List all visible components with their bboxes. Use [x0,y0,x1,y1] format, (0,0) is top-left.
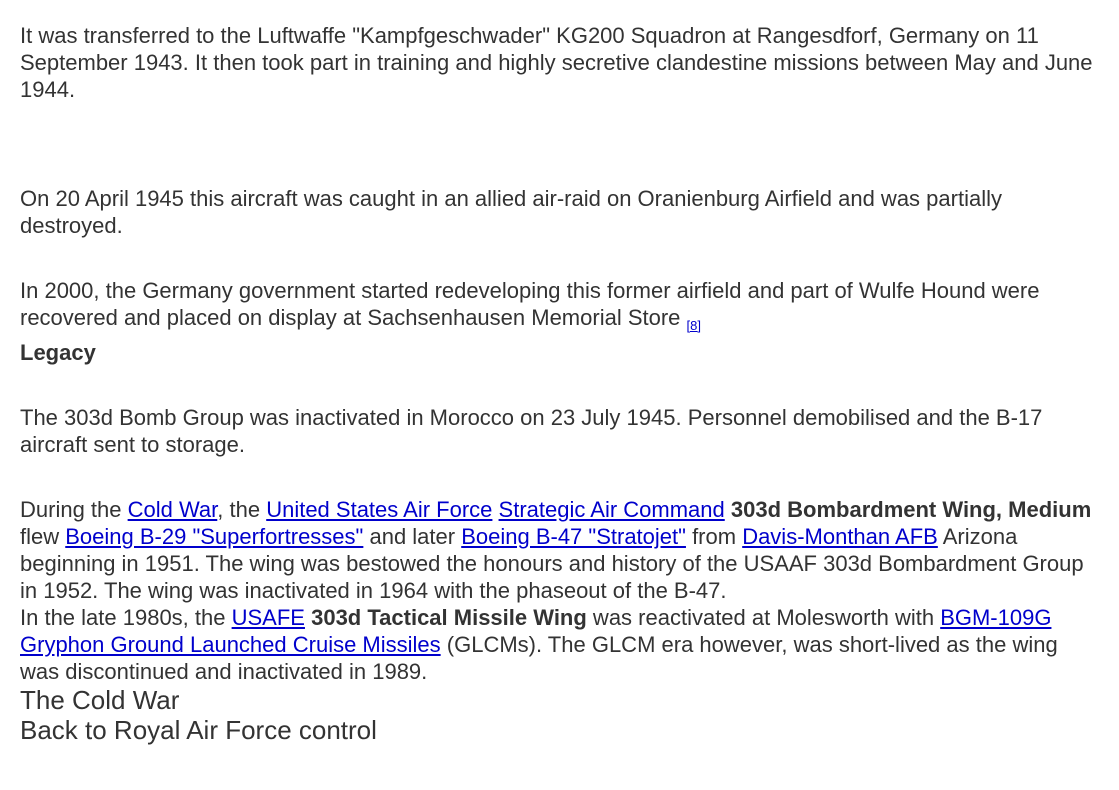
paragraph-transfer: It was transferred to the Luftwaffe "Kampfgeschwader" KG200 Squadron at Rangesdforf, Germany on 11 September 1943. It then took part in training and highly secretive clandestine missions between May and June 1944. [20,23,1093,102]
paragraph-memorial-text: In 2000, the Germany government started redeveloping this former airfield and part of Wulfe Hound were recovered and placed on display at Sachsenhausen Memorial Store [20,278,1040,330]
text: flew [20,524,66,549]
paragraph-inactivation: The 303d Bomb Group was inactivated in Morocco on 23 July 1945. Personnel demobilised and the B-17 aircraft sent to storage. [20,405,1043,457]
text: from [685,524,743,549]
section-heading-legacy: Legacy [20,340,96,365]
nav-item-cold-war[interactable]: The Cold War [20,685,180,715]
link-boeing-b47[interactable]: Boeing B-47 "Stratojet" [461,524,686,549]
link-bgm-109g-gryphon[interactable]: BGM-109G Gryphon Ground Launched Cruise Missiles [20,605,1052,657]
link-cold-war[interactable]: Cold War [127,497,218,522]
text: , the [217,497,267,522]
link-davis-monthan-afb[interactable]: Davis-Monthan AFB [742,524,938,549]
paragraph-cold-war [20,496,1099,604]
text: In the late 1980s, the [20,605,232,630]
bold-303d-bombardment-wing: 303d Bombardment Wing, Medium [730,497,1092,522]
citation-link-8[interactable]: [8] [686,318,701,333]
text: was reactivated at Molesworth with [586,605,941,630]
link-strategic-air-command[interactable]: Strategic Air Command [498,497,725,522]
link-united-states-air-force[interactable]: United States Air Force [266,497,493,522]
text: (GLCMs). The GLCM era however, was short-lived as the wing was discontinued and inactivated in 1989. [20,632,1058,684]
text: and later [363,524,462,549]
nav-item-back-to-raf[interactable]: Back to Royal Air Force control [20,715,377,745]
text: During the [20,497,128,522]
bold-303d-tactical-missile-wing: 303d Tactical Missile Wing [311,605,587,630]
link-boeing-b29[interactable]: Boeing B-29 "Superfortresses" [65,524,364,549]
paragraph-memorial [20,277,1099,339]
paragraph-air-raid: On 20 April 1945 this aircraft was caught in an allied air-raid on Oranienburg Airfield and was partially destroyed. [20,186,1002,238]
paragraph-missile-wing [20,604,1099,685]
link-usafe[interactable]: USAFE [231,605,305,630]
text: Arizona beginning in 1951. The wing was bestowed the honours and history of the USAAF 303d Bombardment Group in 1952. The wing was inactivated in 1964 with the phaseout of the B-47. [20,524,1084,603]
